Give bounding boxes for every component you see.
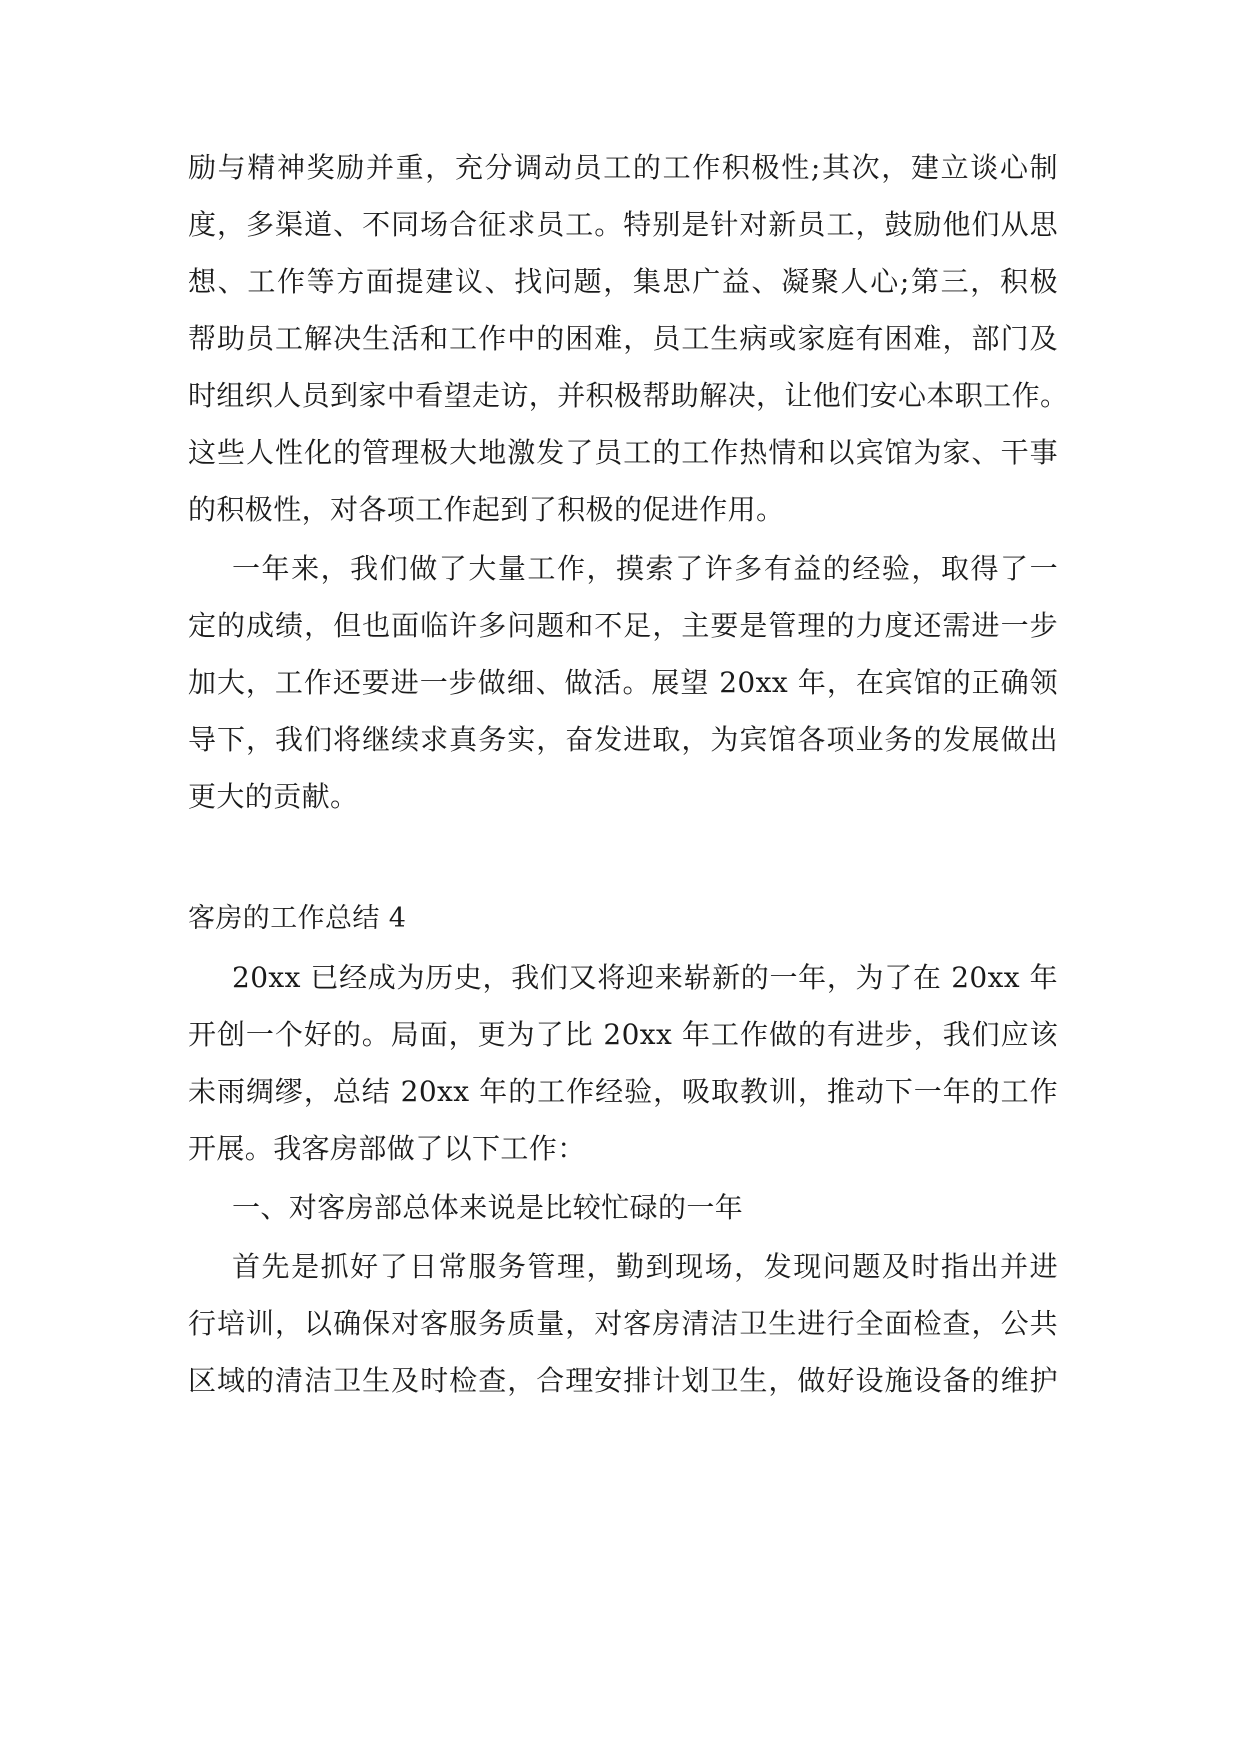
paragraph-line: 一年来，我们做了大量工作，摸索了许多有益的经验，取得了一	[232, 552, 1058, 585]
paragraph-line: 开展。我客房部做了以下工作：	[188, 1132, 586, 1165]
subsection-heading: 一、对客房部总体来说是比较忙碌的一年	[232, 1191, 744, 1224]
paragraph-line: 开创一个好的。局面，更为了比 20xx 年工作做的有进步，我们应该	[188, 1018, 1058, 1051]
paragraph-line: 想、工作等方面提建议、找问题，集思广益、凝聚人心;第三，积极	[188, 265, 1058, 298]
paragraph-line: 行培训，以确保对客服务质量，对客房清洁卫生进行全面检查，公共	[188, 1307, 1058, 1340]
paragraph-line: 定的成绩，但也面临许多问题和不足，主要是管理的力度还需进一步	[188, 609, 1058, 642]
paragraph-line: 未雨绸缪，总结 20xx 年的工作经验，吸取教训，推动下一年的工作	[188, 1075, 1058, 1108]
paragraph-line: 更大的贡献。	[188, 780, 359, 813]
paragraph-line: 这些人性化的管理极大地激发了员工的工作热情和以宾馆为家、干事	[188, 436, 1058, 469]
paragraph-line: 励与精神奖励并重，充分调动员工的工作积极性;其次，建立谈心制	[188, 151, 1058, 184]
paragraph-line: 帮助员工解决生活和工作中的困难，员工生病或家庭有困难，部门及	[188, 322, 1058, 355]
paragraph-line: 度，多渠道、不同场合征求员工。特别是针对新员工，鼓励他们从思	[188, 208, 1058, 241]
paragraph-line: 首先是抓好了日常服务管理，勤到现场，发现问题及时指出并进	[232, 1250, 1058, 1283]
paragraph-line: 的积极性，对各项工作起到了积极的促进作用。	[188, 493, 785, 526]
paragraph-line: 时组织人员到家中看望走访，并积极帮助解决，让他们安心本职工作。	[188, 379, 1069, 412]
section-heading: 客房的工作总结 4	[188, 903, 407, 934]
paragraph-line: 区域的清洁卫生及时检查，合理安排计划卫生，做好设施设备的维护	[188, 1364, 1058, 1397]
paragraph-line: 20xx 已经成为历史，我们又将迎来崭新的一年，为了在 20xx 年	[232, 961, 1058, 994]
paragraph-line: 加大，工作还要进一步做细、做活。展望 20xx 年，在宾馆的正确领	[188, 666, 1058, 699]
paragraph-line: 导下，我们将继续求真务实，奋发进取，为宾馆各项业务的发展做出	[188, 723, 1058, 756]
